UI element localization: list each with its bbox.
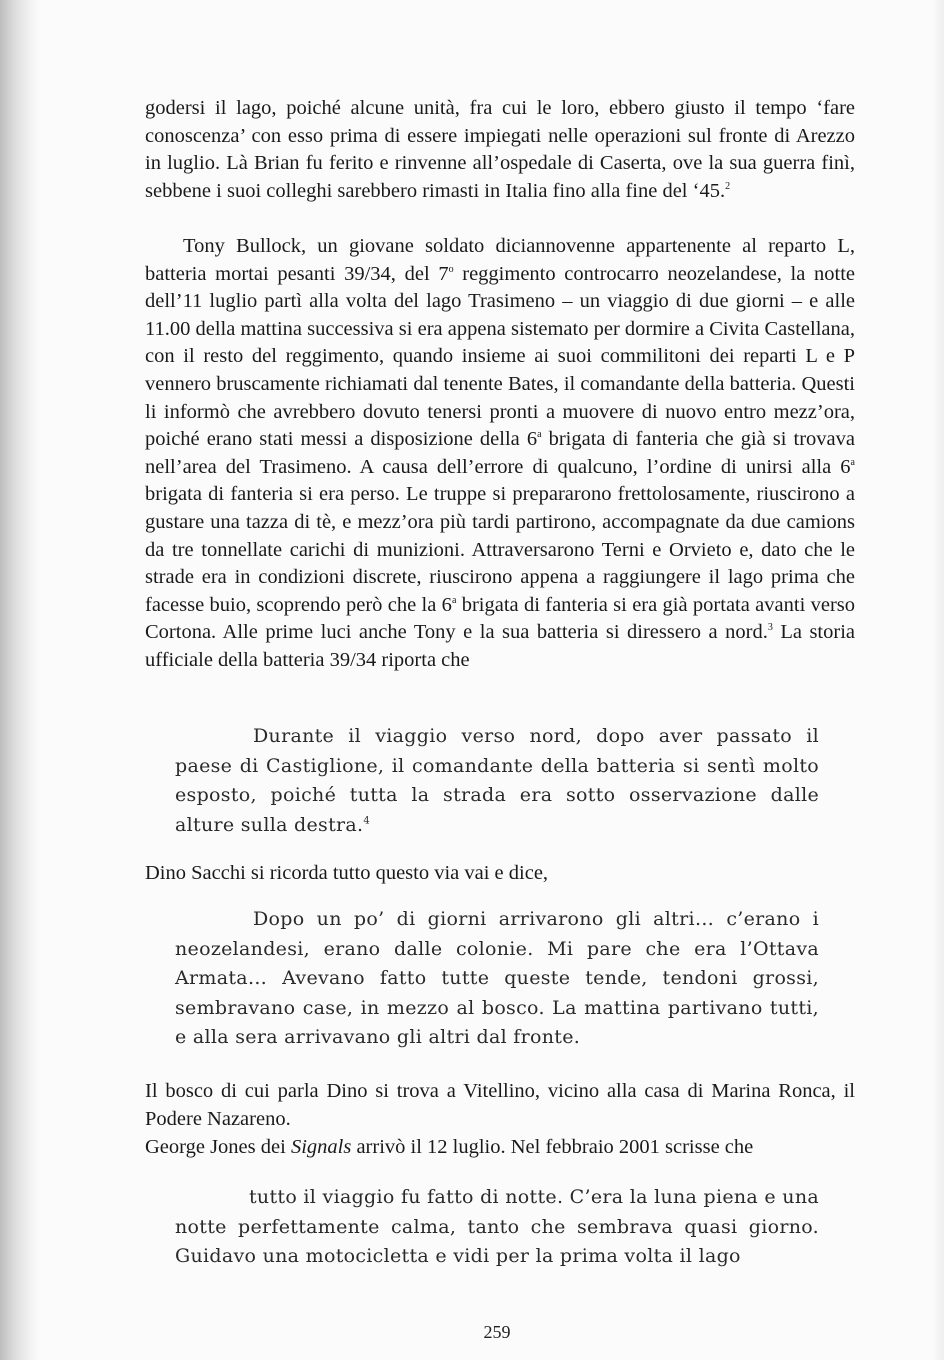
paragraph-tony-bullock: [145, 233, 855, 675]
p2-text-a: Tony Bullock, un giovane soldato diciannovenne appartenente al reparto L, batteria mortai pesanti 39/34, del 7: [145, 235, 855, 285]
p5-text-b: arrivò il 12 luglio. Nel febbraio 2001 scrisse che: [351, 1136, 754, 1158]
footnote-marker-3: 3: [767, 622, 773, 634]
quote-george-jones: tutto il viaggio fu fatto di notte. C’era la luna piena e una notte perfettamente calma, tanto che sembrava quasi giorno. Guidavo una motocicletta e vidi per la prima volta il lago: [175, 1186, 819, 1267]
ordinal-o: o: [448, 263, 454, 275]
ordinal-a-1: a: [537, 429, 542, 441]
quote-battery-history: [175, 722, 819, 840]
p2-text-d: brigata di fanteria si era perso. Le truppe si prepararono frettolosamente, riuscirono a gustare una tazza di tè, e mezz’ora più tardi partirono, accompagnate da due camions da tre tonnellate carichi di munizioni. Attraversarono Terni e Orvieto e, dato che le strade era in condizioni discrete, riuscirono appena a raggiungere il lago prima che facesse buio, scoprendo però che la 6: [145, 483, 855, 616]
quote-battery-history-text: Durante il viaggio verso nord, dopo aver passato il paese di Castiglione, il comandante della batteria si sentì molto esposto, poiché tutta la strada era sotto osservazione dalle alture sulla destra.: [175, 725, 819, 836]
page-edge: [932, 0, 944, 1360]
paragraph-brian-text: godersi il lago, poiché alcune unità, fra cui le loro, ebbero giusto il tempo ‘fare conoscenza’ con esso prima di essere impiegati nelle operazioni sul fronte di Arezzo in luglio. Là Brian fu ferito e rinvenne all’ospedale di Caserta, ove la sua guerra finì, sebbene i suoi colleghi sarebbero rimasti in Italia fino alla fine del ‘45.: [145, 97, 855, 202]
p2-text-c: brigata di fanteria che già si trovava nell’area del Trasimeno. A causa dell’errore di qualcuno, l’ordine di unirsi alla 6: [145, 428, 855, 478]
paragraph-brian: [145, 95, 855, 205]
paragraph-dino-sacchi: Dino Sacchi si ricorda tutto questo via vai e dice,: [145, 862, 549, 884]
quote-dino-sacchi: Dopo un po’ di giorni arrivarono gli altri… c’erano i neozelandesi, erano dalle colonie. Mi pare che era l’Ottava Armata… Avevano fatto tutte queste tende, tendoni grossi, sembravano case, in mezzo al bosco. La mattina partivano tutti, e alla sera arrivavano gli altri dal fronte.: [175, 908, 819, 1048]
binding-gutter-shadow: [0, 0, 40, 1360]
p2-text-f: La storia ufficiale della batteria 39/34 riporta che: [145, 621, 855, 671]
footnote-marker-4: 4: [363, 815, 371, 827]
ordinal-a-2: a: [850, 456, 855, 468]
paragraph-vitellino: Il bosco di cui parla Dino si trova a Vitellino, vicino alla casa di Marina Ronca, il Podere Nazareno.: [145, 1080, 855, 1130]
page-number: 259: [483, 1322, 511, 1342]
p2-text-b: reggimento controcarro neozelandese, la notte dell’11 luglio partì alla volta del lago Trasimeno – un viaggio di due giorni – e alle 11.00 della mattina successiva si era appena sistemato per dormire a Civita Castellana, con il resto del reggimento, quando insieme ai suoi commilitoni dei reparti L e P vennero bruscamente richiamati dal tenente Bates, il comandante della batteria. Questi li informò che avrebbero dovuto tenersi pronti a muovere di nuovo entro mezz’ora, poiché erano stati messi a disposizione della 6: [145, 262, 856, 451]
p2-text-e: brigata di fanteria si era già portata avanti verso Cortona. Alle prime luci anche Tony e la sua batteria si diressero a nord.: [145, 593, 856, 644]
ordinal-a-3: a: [451, 594, 457, 606]
footnote-marker-2: 2: [725, 180, 731, 192]
signals-italic: Signals: [290, 1136, 352, 1158]
p5-text-a: George Jones dei: [145, 1136, 291, 1158]
paragraph-george-jones: [145, 1134, 855, 1162]
